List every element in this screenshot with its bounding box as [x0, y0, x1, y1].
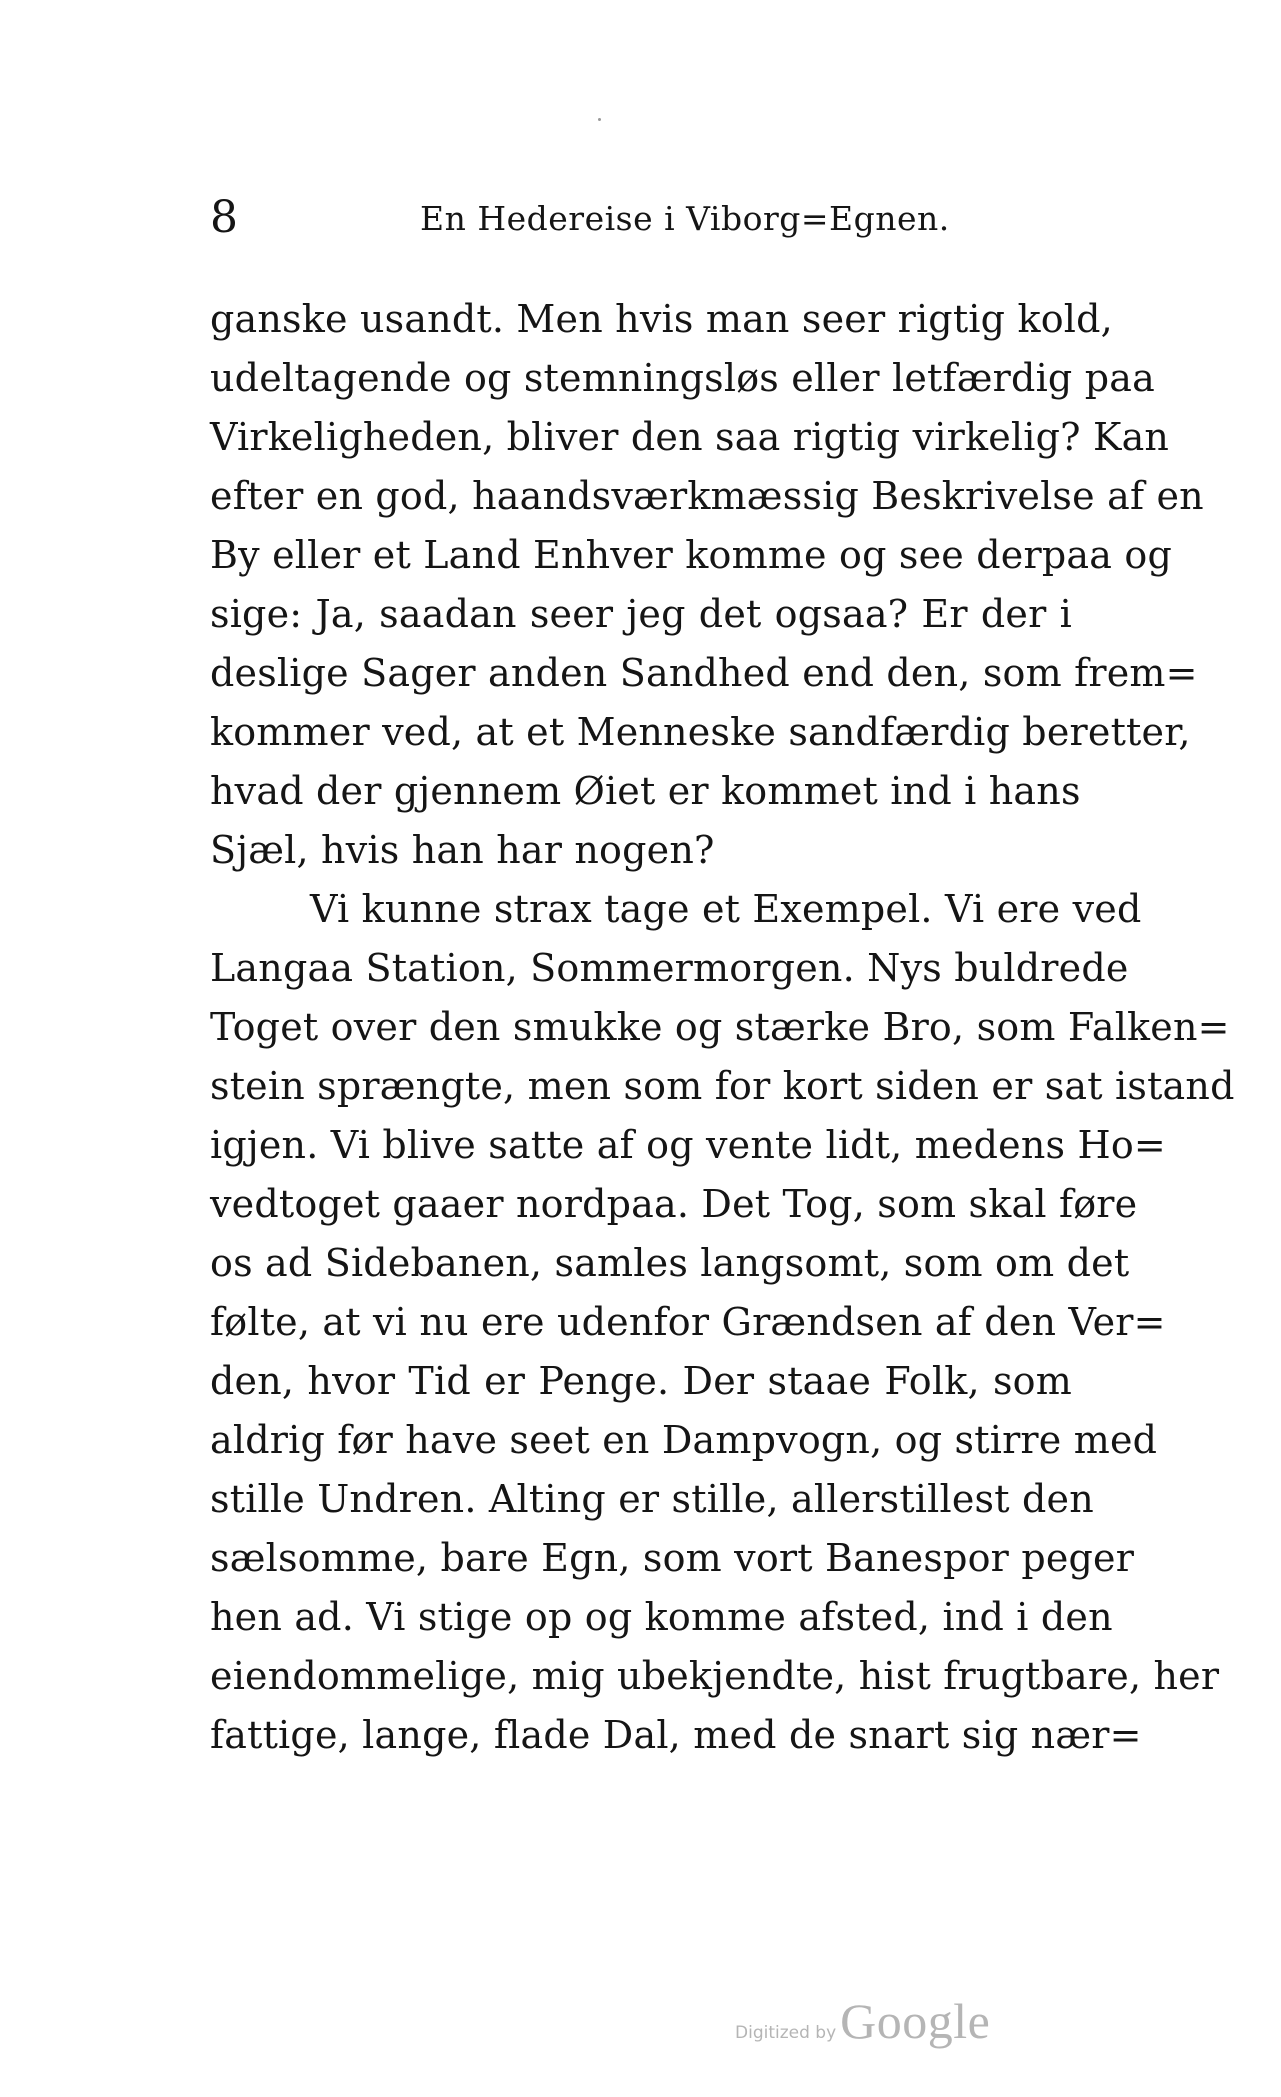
print-speck — [598, 118, 601, 121]
text-line: hvad der gjennem Øiet er kommet ind i hans — [210, 769, 1081, 813]
text-line: sige: Ja, saadan seer jeg det ogsaa? Er der i — [210, 592, 1072, 636]
text-line: udeltagende og stemningsløs eller letfærdig paa — [210, 356, 1155, 400]
text-line: deslige Sager anden Sandhed end den, som frem= — [210, 651, 1198, 695]
text-line: Vi kunne strax tage et Exempel. Vi ere ved — [310, 887, 1142, 931]
google-logo: Google — [840, 1993, 991, 2049]
text-line: By eller et Land Enhver komme og see derpaa og — [210, 533, 1172, 577]
page-header — [210, 190, 1072, 246]
text-line: aldrig før have seet en Dampvogn, og stirre med — [210, 1418, 1158, 1462]
text-line: stein sprængte, men som for kort siden er sat istand — [210, 1064, 1235, 1108]
text-line: fattige, lange, flade Dal, med de snart sig nær= — [210, 1713, 1142, 1757]
paragraph-2 — [210, 880, 1235, 1765]
text-line: Toget over den smukke og stærke Bro, som Falken= — [210, 1005, 1230, 1049]
text-line: Langaa Station, Sommermorgen. Nys buldrede — [210, 946, 1129, 990]
text-line: igjen. Vi blive satte af og vente lidt, medens Ho= — [210, 1123, 1166, 1167]
text-line: den, hvor Tid er Penge. Der staae Folk, som — [210, 1359, 1072, 1403]
text-line: sælsomme, bare Egn, som vort Banespor peger — [210, 1536, 1135, 1580]
digitized-by-google-watermark — [735, 1992, 990, 2052]
text-line: Sjæl, hvis han har nogen? — [210, 828, 715, 872]
running-head: En Hedereise i Viborg=Egnen. — [420, 199, 950, 238]
text-line: kommer ved, at et Menneske sandfærdig beretter, — [210, 710, 1191, 754]
text-line: eiendommelige, mig ubekjendte, hist frugtbare, her — [210, 1654, 1220, 1698]
text-line: Virkeligheden, bliver den saa rigtig virkelig? Kan — [210, 415, 1170, 459]
page-number: 8 — [210, 192, 238, 243]
text-line: følte, at vi nu ere udenfor Grændsen af den Ver= — [210, 1300, 1166, 1344]
paragraph-1 — [210, 290, 1204, 880]
watermark-prefix: Digitized by — [735, 2023, 837, 2043]
text-line: efter en god, haandsværkmæssig Beskrivelse af en — [210, 474, 1204, 518]
text-line: os ad Sidebanen, samles langsomt, som om det — [210, 1241, 1130, 1285]
text-line: ganske usandt. Men hvis man seer rigtig kold, — [210, 297, 1113, 341]
text-line: hen ad. Vi stige op og komme afsted, ind i den — [210, 1595, 1113, 1639]
text-line: stille Undren. Alting er stille, allerstillest den — [210, 1477, 1094, 1521]
text-line: vedtoget gaaer nordpaa. Det Tog, som skal føre — [210, 1182, 1138, 1226]
body-text — [210, 290, 1235, 1765]
